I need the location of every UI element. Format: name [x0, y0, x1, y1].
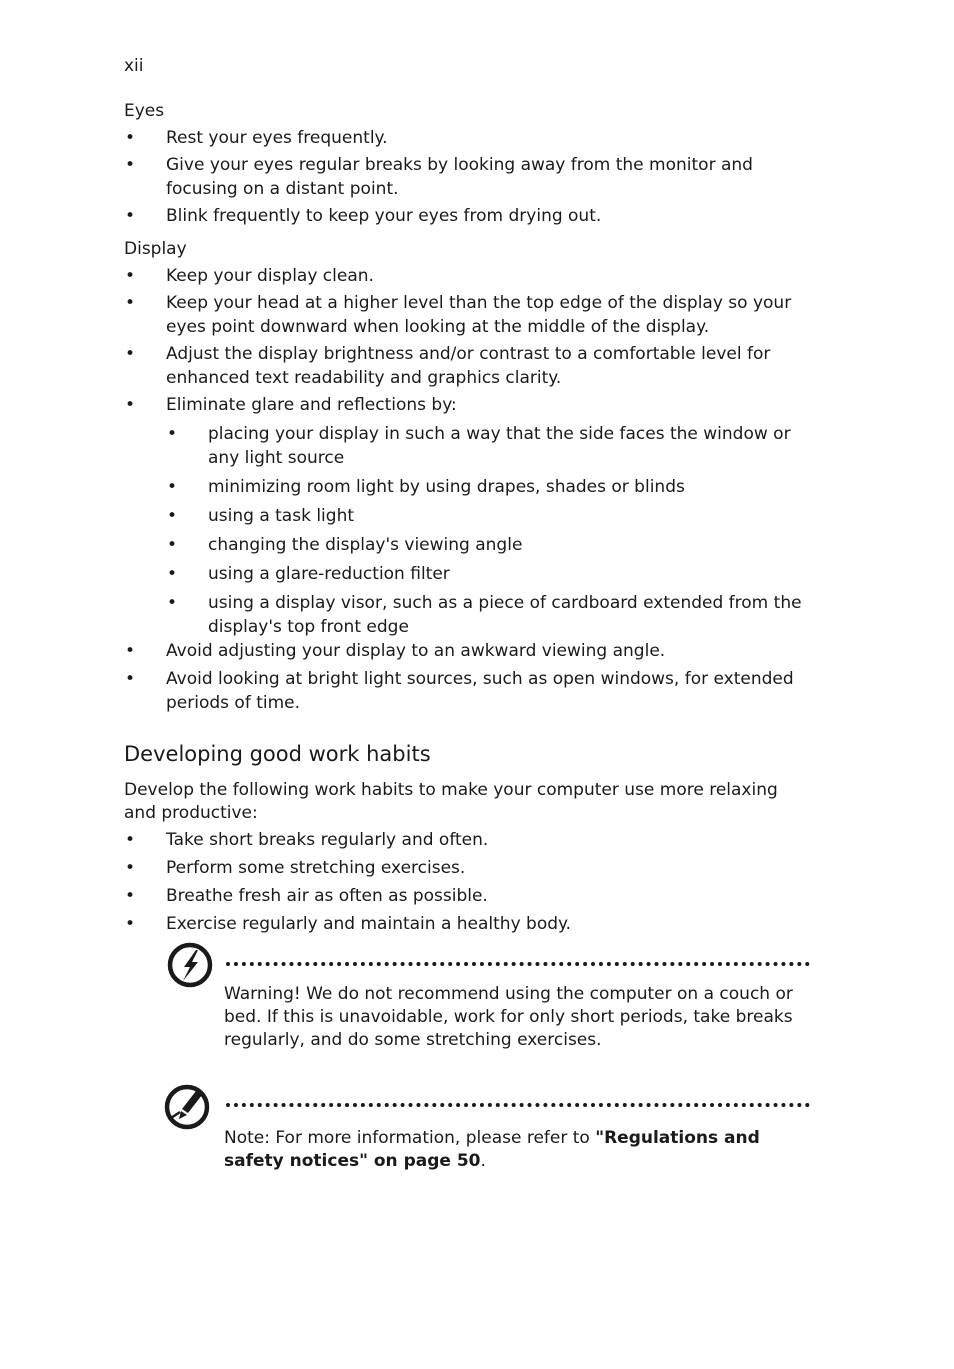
- list-item: • Adjust the display brightness and/or contrast to a comfortable level for enhanced text readability and graphics clarity.: [125, 344, 771, 388]
- warning-text: Warning! We do not recommend using the computer on a couch or bed. If this is unavoidable, work for only short periods, take breaks regularly, and do some stretching exercises.: [224, 984, 793, 1050]
- list-item: • Breathe fresh air as often as possible.: [125, 886, 488, 906]
- list-item: • Perform some stretching exercises.: [125, 858, 466, 878]
- sub-list-item: • using a task light: [167, 506, 355, 526]
- note-text: Note: For more information, please refer to "Regulations and safety notices" on page 50.: [224, 1128, 760, 1171]
- habits-list: [124, 828, 814, 936]
- page-number: xii: [124, 56, 144, 76]
- display-list-continued: [124, 639, 814, 715]
- glare-sublist: [166, 422, 814, 639]
- warning-divider: [226, 962, 810, 966]
- warning-lightning-icon: [165, 940, 215, 990]
- list-item: • Avoid adjusting your display to an awkward viewing angle.: [125, 641, 666, 661]
- sub-list-item: • changing the display's viewing angle: [167, 535, 523, 555]
- sub-list-item: • using a glare-reduction filter: [167, 564, 450, 584]
- note-reference-link[interactable]: "Regulations and safety notices" on page 50: [224, 1128, 760, 1171]
- list-item: • Take short breaks regularly and often.: [125, 830, 489, 850]
- section-title-eyes: Eyes: [124, 101, 165, 121]
- note-divider: [226, 1103, 810, 1107]
- sub-list-item: • using a display visor, such as a piece of cardboard extended from the display's top front edge: [167, 593, 802, 637]
- eyes-list: [124, 126, 814, 228]
- list-item: • Keep your head at a higher level than the top edge of the display so your eyes point downward when looking at the middle of the display.: [125, 293, 792, 337]
- list-item: • Exercise regularly and maintain a healthy body.: [125, 914, 572, 934]
- list-item: • Keep your display clean.: [125, 266, 374, 286]
- sub-list-item: • minimizing room light by using drapes, shades or blinds: [167, 477, 685, 497]
- display-list: [124, 264, 814, 417]
- list-item: • Rest your eyes frequently.: [125, 128, 388, 148]
- sub-list-item: • placing your display in such a way that the side faces the window or any light source: [167, 424, 791, 468]
- section-title-display: Display: [124, 239, 187, 259]
- list-item: • Give your eyes regular breaks by looking away from the monitor and focusing on a distant point.: [125, 155, 753, 199]
- list-item: • Eliminate glare and reflections by:: [125, 395, 457, 415]
- section-heading: Developing good work habits: [124, 742, 431, 766]
- note-pen-icon: [162, 1082, 212, 1132]
- list-item: • Avoid looking at bright light sources, such as open windows, for extended periods of time.: [125, 669, 794, 713]
- habits-intro: Develop the following work habits to make your computer use more relaxing and productive:: [124, 780, 778, 823]
- list-item: • Blink frequently to keep your eyes from drying out.: [125, 206, 602, 226]
